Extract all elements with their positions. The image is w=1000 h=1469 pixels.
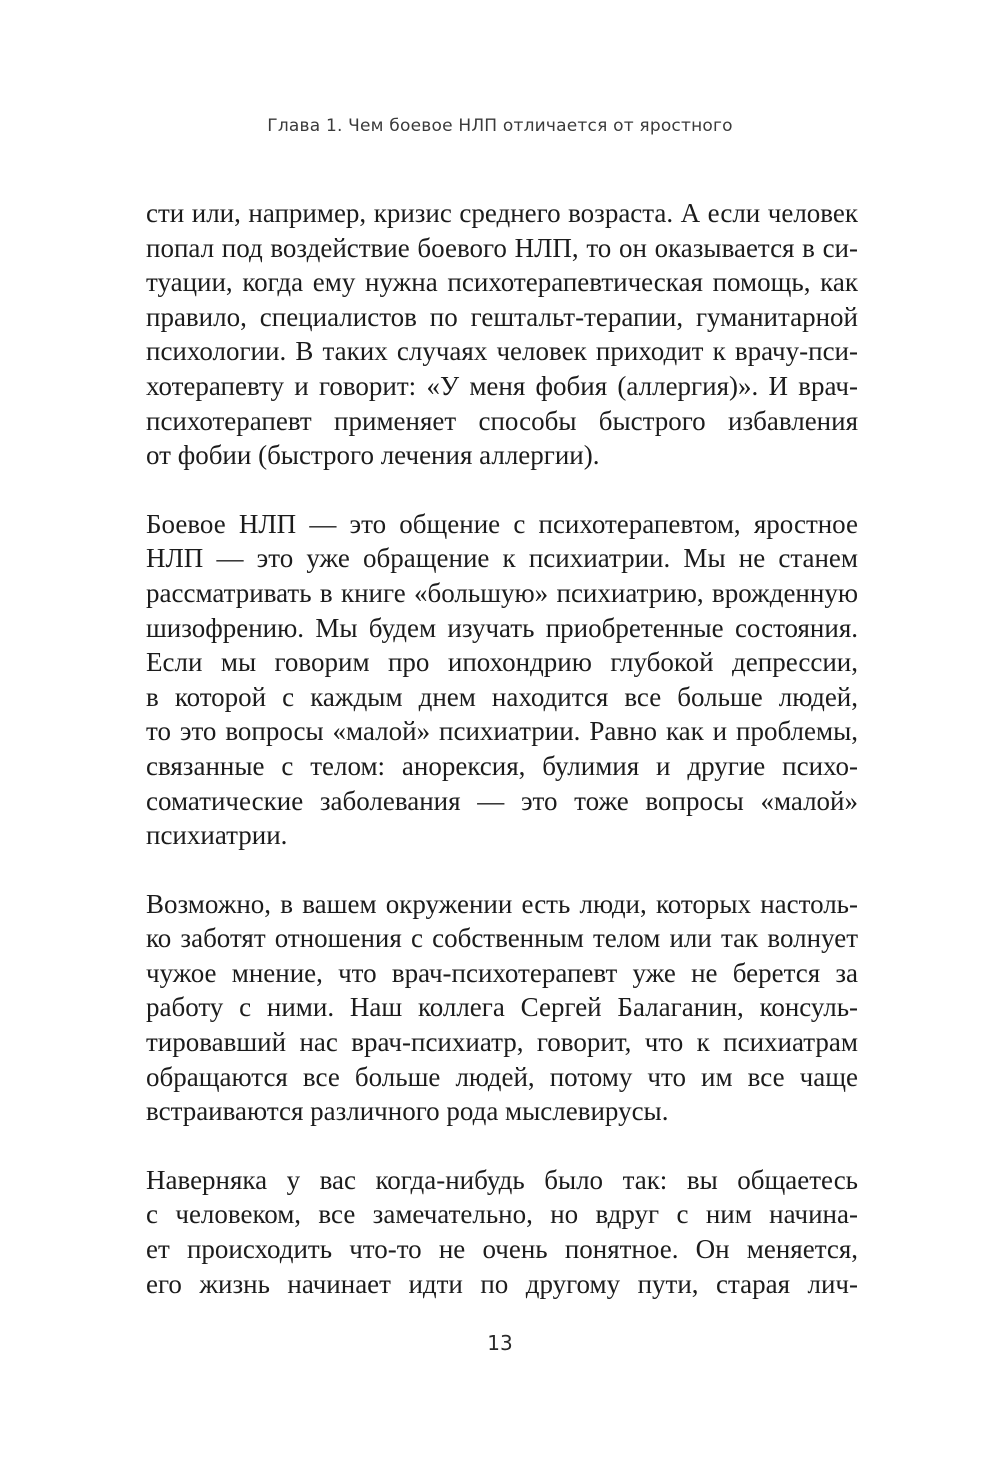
text-line: психотерапевт применяет способы быстрого избавления <box>146 405 858 436</box>
text-line: шизофрению. Мы будем изучать приобретенные состояния. <box>146 612 858 643</box>
text-line: туации, когда ему нужна психотерапевтическая помощь, как <box>146 267 858 298</box>
text-line: связанные с телом: анорексия, булимия и другие психо- <box>146 750 858 781</box>
text-line: его жизнь начинает идти по другому пути, старая лич- <box>146 1268 858 1299</box>
text-line: Если мы говорим про ипохондрию глубокой депрессии, <box>146 647 858 678</box>
paragraph-4 <box>146 1163 858 1301</box>
text-line: сти или, например, кризис среднего возраста. А если человек <box>146 198 858 228</box>
text-line: хотерапевту и говорит: «У меня фобия (аллергия)». И врач- <box>146 370 858 401</box>
paragraph-2 <box>146 507 858 853</box>
text-line: ет происходить что-то не очень понятное. Он меняется, <box>146 1234 858 1265</box>
text-line: соматические заболевания — это тоже вопросы «малой» <box>146 785 858 816</box>
paragraph-3 <box>146 887 858 1129</box>
text-line: в которой с каждым днем находится все больше людей, <box>146 681 858 712</box>
text-line: обращаются все больше людей, потому что им все чаще <box>146 1061 858 1092</box>
paragraph-1 <box>146 196 858 473</box>
text-line: ко заботят отношения с собственным телом или так волнует <box>146 923 858 954</box>
text-line: с человеком, все замечательно, но вдруг с ним начина- <box>146 1199 858 1230</box>
text-line: НЛП — это уже обращение к психиатрии. Мы не станем <box>146 543 858 574</box>
text-line: психиатрии. <box>146 820 288 851</box>
text-line: правило, специалистов по гештальт-терапии, гуманитарной <box>146 301 858 332</box>
text-line: то это вопросы «малой» психиатрии. Равно как и проблемы, <box>146 716 858 747</box>
text-line: Наверняка у вас когда-нибудь было так: вы общаетесь <box>146 1164 858 1195</box>
text-line: рассматривать в книге «большую» психиатрию, врожденную <box>146 577 858 608</box>
text-line: работу с ними. Наш коллега Сергей Балаганин, консуль- <box>146 992 858 1023</box>
running-header: Глава 1. Чем боевое НЛП отличается от яростного <box>267 116 733 136</box>
page-number: 13 <box>487 1331 513 1355</box>
text-line: Возможно, в вашем окружении есть люди, которых настоль- <box>146 888 858 919</box>
text-line: встраиваются различного рода мыслевирусы. <box>146 1096 669 1127</box>
text-line: тировавший нас врач-психиатр, говорит, что к психиатрам <box>146 1027 858 1058</box>
text-line: психологии. В таких случаях человек приходит к врачу-пси- <box>146 336 858 367</box>
text-line: от фобии (быстрого лечения аллергии). <box>146 440 600 471</box>
text-line: Боевое НЛП — это общение с психотерапевтом, яростное <box>146 508 858 539</box>
text-line: попал под воздействие боевого НЛП, то он оказывается в си- <box>146 232 858 263</box>
body-text <box>146 196 858 1335</box>
text-line: чужое мнение, что врач-психотерапевт уже не берется за <box>146 957 858 988</box>
